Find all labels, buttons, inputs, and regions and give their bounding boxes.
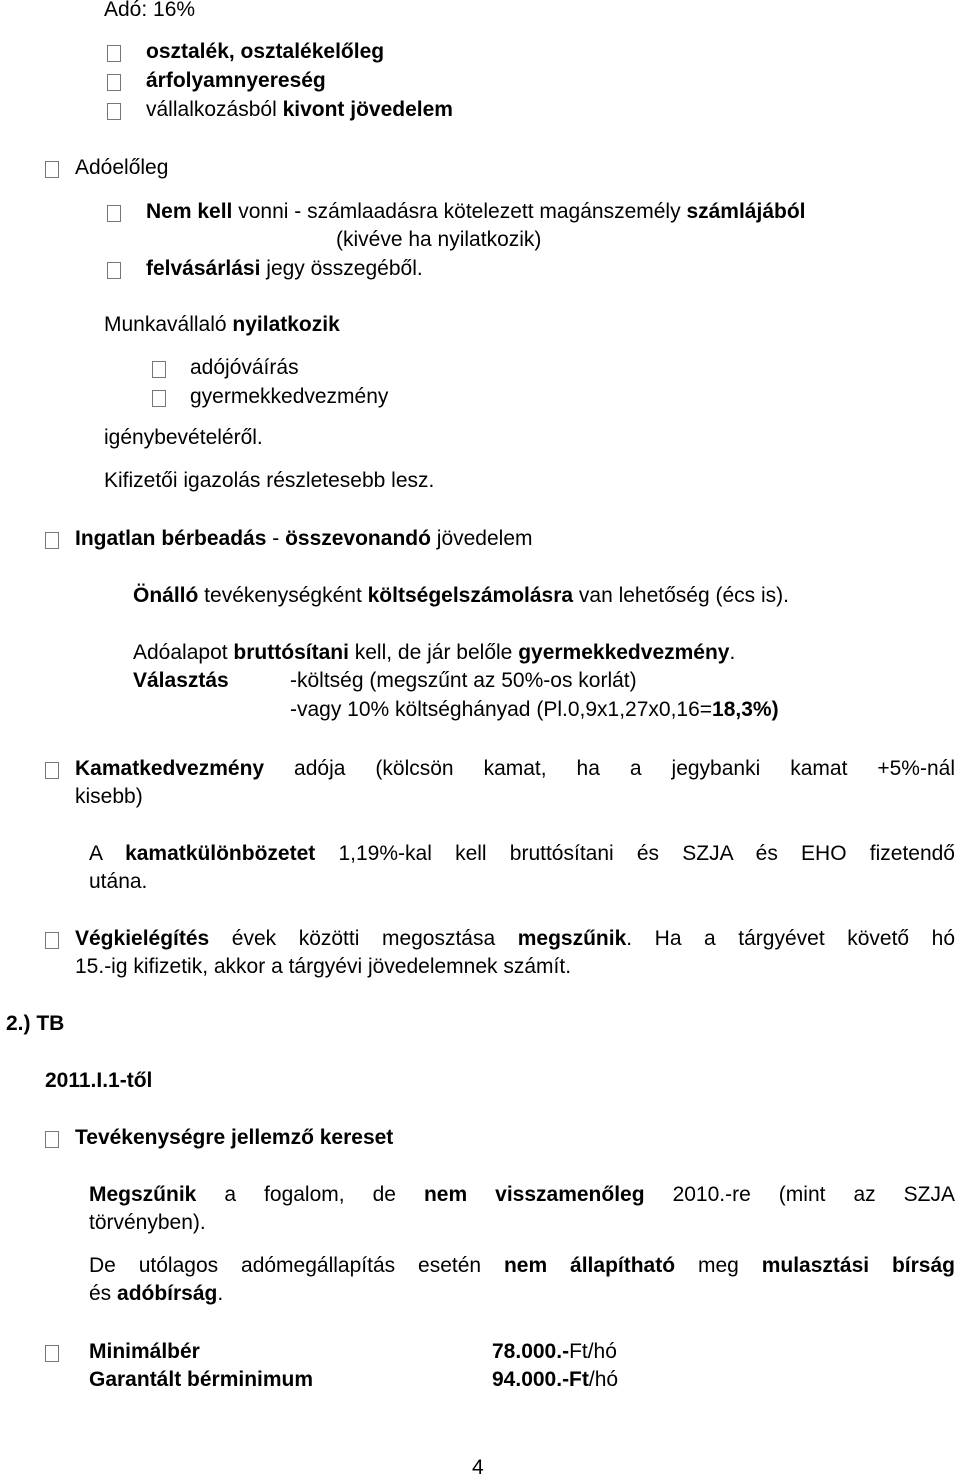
- text-run: összevonandó: [285, 527, 431, 550]
- interest-p-line1: [89, 840, 955, 868]
- text-run: meg: [675, 1254, 762, 1277]
- text-run: számlájából: [686, 200, 806, 223]
- text-run: kamatkülönbözetet: [125, 842, 316, 865]
- bullet-checkbox-icon: [45, 1131, 59, 1148]
- text-run: A: [89, 842, 126, 865]
- text-run: és: [89, 1282, 118, 1305]
- tb-p2-line1: [89, 1252, 955, 1280]
- text-run: költségelszámolásra: [367, 584, 574, 607]
- text-run: . Ha a tárgyévet követő hó: [626, 927, 955, 950]
- wage-row-guaranteed-value: 94.000.-Ft/hó: [492, 1368, 619, 1391]
- text-run: osztalék, osztalékelőleg: [146, 40, 385, 63]
- tb-item-title: Tevékenységre jellemző kereset: [75, 1126, 394, 1149]
- severance-line1: [75, 925, 955, 953]
- tb-p2-line2: [89, 1280, 223, 1308]
- tb-heading: 2.) TB: [6, 1012, 65, 1035]
- rental-p1: [133, 582, 789, 610]
- rental-p2: [133, 639, 735, 667]
- text-run: árfolyamnyereség: [146, 69, 326, 92]
- tb-p1-line1: [89, 1181, 955, 1209]
- wage-row-min-value: 78.000.-Ft/hó: [492, 1340, 617, 1363]
- rental-title: [75, 525, 533, 553]
- text-run: kivont jövedelem: [282, 98, 453, 121]
- text-run: 2010.-re (mint az SZJA: [644, 1183, 955, 1206]
- text-run: .: [729, 641, 736, 664]
- bullet-checkbox-icon: [107, 45, 121, 62]
- text-run: van lehetőség (écs is).: [573, 584, 789, 607]
- interest-title-line2: kisebb): [75, 785, 143, 808]
- text-run: megszűnik: [517, 927, 627, 950]
- tax-heading: Adó: 16%: [104, 0, 196, 21]
- text-run: jövedelem: [430, 527, 533, 550]
- bullet-checkbox-icon: [107, 262, 121, 279]
- interest-title-line1: Kamatkedvezmény adója (kölcsön kamat, ha a jegybanki kamat +5%-nál: [75, 757, 955, 780]
- bullet-checkbox-icon: [152, 390, 166, 407]
- advance-line2: [146, 255, 423, 283]
- tax-item-dividend: [146, 38, 384, 66]
- bullet-checkbox-icon: [107, 74, 121, 91]
- tax-item-exchange-gain: [146, 67, 326, 95]
- tb-date: 2011.I.1-től: [45, 1069, 153, 1092]
- text-run: De utólagos adómegállapítás esetén: [89, 1254, 504, 1277]
- text-run: a fogalom, de: [196, 1183, 424, 1206]
- text-run: évek közötti megosztása: [209, 927, 518, 950]
- text-run: mulasztási bírság: [761, 1254, 955, 1277]
- advance-subitem-child-allowance: gyermekkedvezmény: [190, 385, 389, 408]
- text-run: tevékenységként: [198, 584, 368, 607]
- text-run: 18,3%): [712, 698, 779, 721]
- text-run: 1,19%-kal kell bruttósítani és SZJA és EHO fizetendő: [315, 842, 955, 865]
- text-run: felvásárlási: [146, 257, 261, 280]
- text-run: bruttósítani: [233, 641, 349, 664]
- text-run: -: [266, 527, 286, 550]
- text-run: jegy összegéből.: [260, 257, 423, 280]
- advance-declares: [104, 311, 340, 339]
- bullet-checkbox-icon: [45, 532, 59, 549]
- text-run: Végkielégítés: [75, 927, 210, 950]
- text-run: kell, de jár belőle: [348, 641, 519, 664]
- text-run: Ingatlan bérbeadás: [75, 527, 267, 550]
- bullet-checkbox-icon: [45, 161, 59, 178]
- wage-row-guaranteed-label: Garantált bérminimum: [89, 1368, 314, 1391]
- text-run: gyermekkedvezmény: [518, 641, 730, 664]
- bullet-checkbox-icon: [107, 103, 121, 120]
- rental-choice-label: Választás: [133, 669, 229, 692]
- advance-subitem-tax-credit: adójóváírás: [190, 356, 299, 379]
- text-run: Adóalapot: [133, 641, 234, 664]
- interest-p-line2: utána.: [89, 870, 148, 893]
- page-number: 4: [472, 1456, 484, 1479]
- text-run: nyilatkozik: [232, 313, 340, 336]
- advance-cert: Kifizetői igazolás részletesebb lesz.: [104, 469, 435, 492]
- tb-p1-line2: törvényben).: [89, 1211, 206, 1234]
- rental-choice1: -költség (megszűnt az 50%-os korlát): [290, 669, 637, 692]
- text-run: Nem kell: [146, 200, 233, 223]
- advance-line1b: (kivéve ha nyilatkozik): [336, 228, 542, 251]
- text-run: nem visszamenőleg: [423, 1183, 645, 1206]
- bullet-checkbox-icon: [45, 762, 59, 779]
- text-run: nem állapítható: [503, 1254, 676, 1277]
- tax-item-withdrawn-income: [146, 96, 453, 124]
- advance-title: Adóelőleg: [75, 156, 169, 179]
- text-run: vállalkozásból: [146, 98, 283, 121]
- bullet-checkbox-icon: [45, 932, 59, 949]
- advance-line1: [146, 198, 806, 226]
- text-run: Önálló: [133, 584, 199, 607]
- rental-choice2: [290, 696, 779, 724]
- bullet-checkbox-icon: [45, 1345, 59, 1362]
- bullet-checkbox-icon: [152, 361, 166, 378]
- wage-row-min-label: Minimálbér: [89, 1340, 200, 1363]
- text-run: -vagy 10% költséghányad (Pl.0,9x1,27x0,16=: [290, 698, 713, 721]
- text-run: adóbírság: [117, 1282, 218, 1305]
- text-run: Munkavállaló: [104, 313, 233, 336]
- advance-claim: igénybevételéről.: [104, 426, 263, 449]
- text-run: vonni - számlaadásra kötelezett magánszemély: [232, 200, 687, 223]
- text-run: Megszűnik: [89, 1183, 197, 1206]
- text-run: .: [217, 1282, 224, 1305]
- severance-line2: 15.-ig kifizetik, akkor a tárgyévi jövedelemnek számít.: [75, 955, 572, 978]
- bullet-checkbox-icon: [107, 205, 121, 222]
